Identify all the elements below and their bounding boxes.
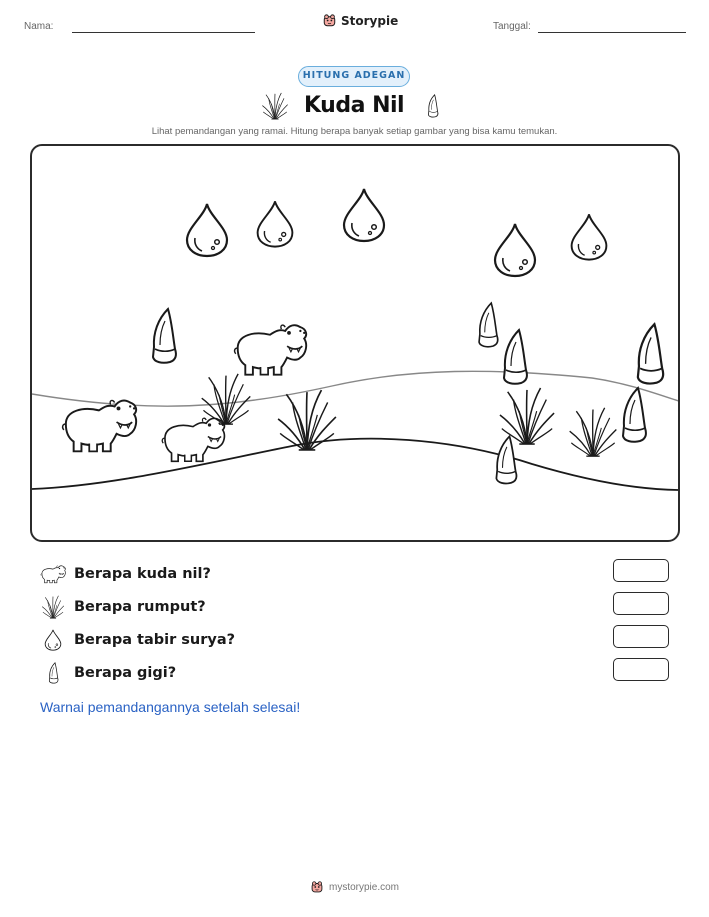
tooth: [479, 303, 498, 347]
sunscreen-drop: [495, 224, 535, 276]
page-title: Kuda Nil: [304, 93, 405, 118]
section-badge: HITUNG ADEGAN: [298, 66, 410, 87]
brand-logo: [322, 13, 398, 28]
closing-instruction: Warnai pemandangannya setelah selesai!: [40, 699, 301, 715]
date-label: Tanggal:: [493, 21, 531, 32]
scene-illustration: [32, 146, 680, 542]
tooth: [504, 330, 527, 384]
tooth: [638, 324, 663, 383]
sunscreen-drop: [258, 201, 293, 246]
sunscreen-drop: [344, 189, 384, 241]
answer-box-sunscreen[interactable]: [613, 625, 669, 648]
answer-box-grass[interactable]: [613, 592, 669, 615]
question-row-sunscreen: [40, 628, 235, 652]
answer-box-hippo[interactable]: [613, 559, 669, 582]
question-row-tooth: [40, 661, 176, 685]
question-text: Berapa kuda nil?: [74, 566, 211, 582]
grass-clump: [570, 408, 617, 456]
drop-icon: [40, 628, 66, 652]
tooth: [153, 309, 176, 363]
answer-box-tooth[interactable]: [613, 658, 669, 681]
hippo-icon: [40, 562, 66, 586]
grass-clump: [500, 388, 554, 444]
question-text: Berapa gigi?: [74, 665, 177, 681]
counting-scene[interactable]: [30, 144, 680, 542]
grass-icon: [261, 92, 289, 120]
instruction-text: Lihat pemandangan yang ramai. Hitung berapa banyak setiap gambar yang bisa kamu temukan.: [151, 126, 558, 137]
grass-icon: [40, 595, 66, 619]
date-field-line[interactable]: [538, 32, 686, 33]
question-row-hippo: [40, 562, 211, 586]
hippo: [63, 400, 137, 451]
question-row-grass: [40, 595, 206, 619]
grass-clump: [202, 374, 251, 424]
brand-name: Storypie: [341, 13, 399, 28]
sunscreen-drop: [187, 204, 227, 256]
tooth: [496, 436, 516, 483]
tooth: [623, 388, 646, 442]
question-text: Berapa rumput?: [74, 599, 206, 615]
name-label: Nama:: [24, 21, 54, 32]
footer-url[interactable]: mystorypie.com: [328, 881, 399, 893]
hippo: [162, 418, 224, 461]
hippo: [235, 325, 307, 375]
sunscreen-drop: [572, 214, 607, 259]
storypie-logo-icon: [322, 13, 337, 28]
tooth-icon: [40, 661, 66, 685]
tooth-icon: [426, 94, 440, 118]
storypie-logo-icon: [310, 880, 324, 894]
question-text: Berapa tabir surya?: [74, 632, 236, 648]
front-hill-line: [32, 439, 680, 490]
footer: [0, 880, 709, 894]
name-field-line[interactable]: [72, 32, 255, 33]
